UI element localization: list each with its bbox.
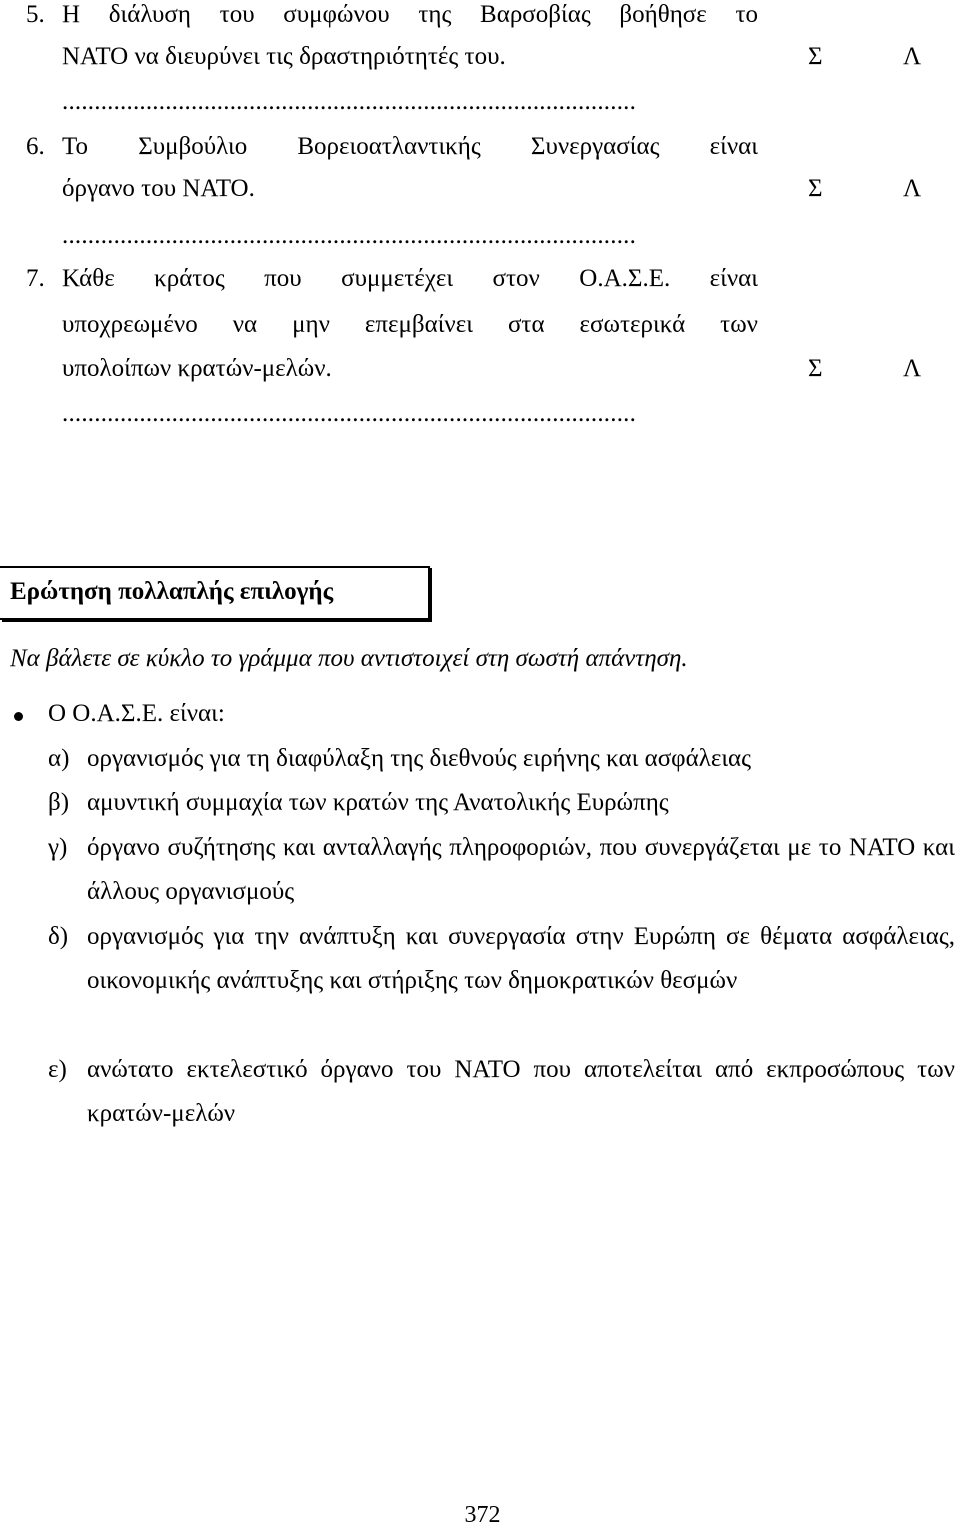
statement-line: όργανο του ΝΑΤΟ.	[62, 175, 255, 202]
statement-line: ΝΑΤΟ να διευρύνει τις δραστηριότητές του.	[62, 43, 506, 70]
instruction-text: Να βάλετε σε κύκλο το γράμμα που αντιστοιχεί στη σωστή απάντηση.	[10, 645, 688, 672]
bullet-icon	[14, 712, 23, 721]
item-number: 6.	[26, 133, 45, 160]
statement-line: υπολοίπων κρατών-μελών.	[62, 355, 332, 382]
option-text: ανώτατο εκτελεστικό όργανο του ΝΑΤΟ που αποτελείται από εκπροσώπους των κρατών-μελών	[87, 1056, 955, 1127]
option-letter[interactable]: δ)	[48, 923, 69, 950]
answer-dots: .........................................................................................	[62, 222, 637, 249]
section-heading: Ερώτηση πολλαπλής επιλογής	[10, 578, 334, 605]
option-text: αμυντική συμμαχία των κρατών της Ανατολικής Ευρώπης	[87, 789, 669, 816]
option-text: οργανισμός για την ανάπτυξη και συνεργασία στην Ευρώπη σε θέματα ασφάλειας, οικονομικής ανάπτυξης και στήριξης των δημοκρατικών θεσμών	[87, 923, 955, 994]
false-option[interactable]: Λ	[903, 175, 922, 202]
item-number: 7.	[26, 265, 45, 292]
true-option[interactable]: Σ	[808, 175, 823, 202]
option-letter[interactable]: ε)	[48, 1056, 67, 1083]
answer-dots: .........................................................................................	[62, 88, 637, 115]
page-number: 372	[464, 1502, 501, 1528]
statement-line: Κάθε κράτος που συμμετέχει στον Ο.Α.Σ.Ε. είναι	[62, 265, 758, 292]
statement-line: Η διάλυση του συμφώνου της Βαρσοβίας βοήθησε το	[62, 1, 758, 28]
question-stem: Ο Ο.Α.Σ.Ε. είναι:	[48, 700, 225, 727]
answer-dots: .........................................................................................	[62, 400, 637, 427]
option-letter[interactable]: β)	[48, 789, 70, 816]
option-text: όργανο συζήτησης και ανταλλαγής πληροφοριών, που συνεργάζεται με το ΝΑΤΟ και άλλους οργανισμούς	[87, 834, 955, 905]
statement-line: υποχρεωμένο να μην επεμβαίνει στα εσωτερικά των	[62, 311, 758, 338]
false-option[interactable]: Λ	[903, 43, 922, 70]
section-heading-box	[0, 566, 430, 620]
statement-line: Το Συμβούλιο Βορειοατλαντικής Συνεργασίας είναι	[62, 133, 758, 160]
item-number: 5.	[26, 1, 45, 28]
true-option[interactable]: Σ	[808, 355, 823, 382]
option-letter[interactable]: γ)	[48, 834, 68, 861]
option-letter[interactable]: α)	[48, 745, 70, 772]
true-option[interactable]: Σ	[808, 43, 823, 70]
option-text: οργανισμός για τη διαφύλαξη της διεθνούς ειρήνης και ασφάλειας	[87, 745, 752, 772]
false-option[interactable]: Λ	[903, 355, 922, 382]
